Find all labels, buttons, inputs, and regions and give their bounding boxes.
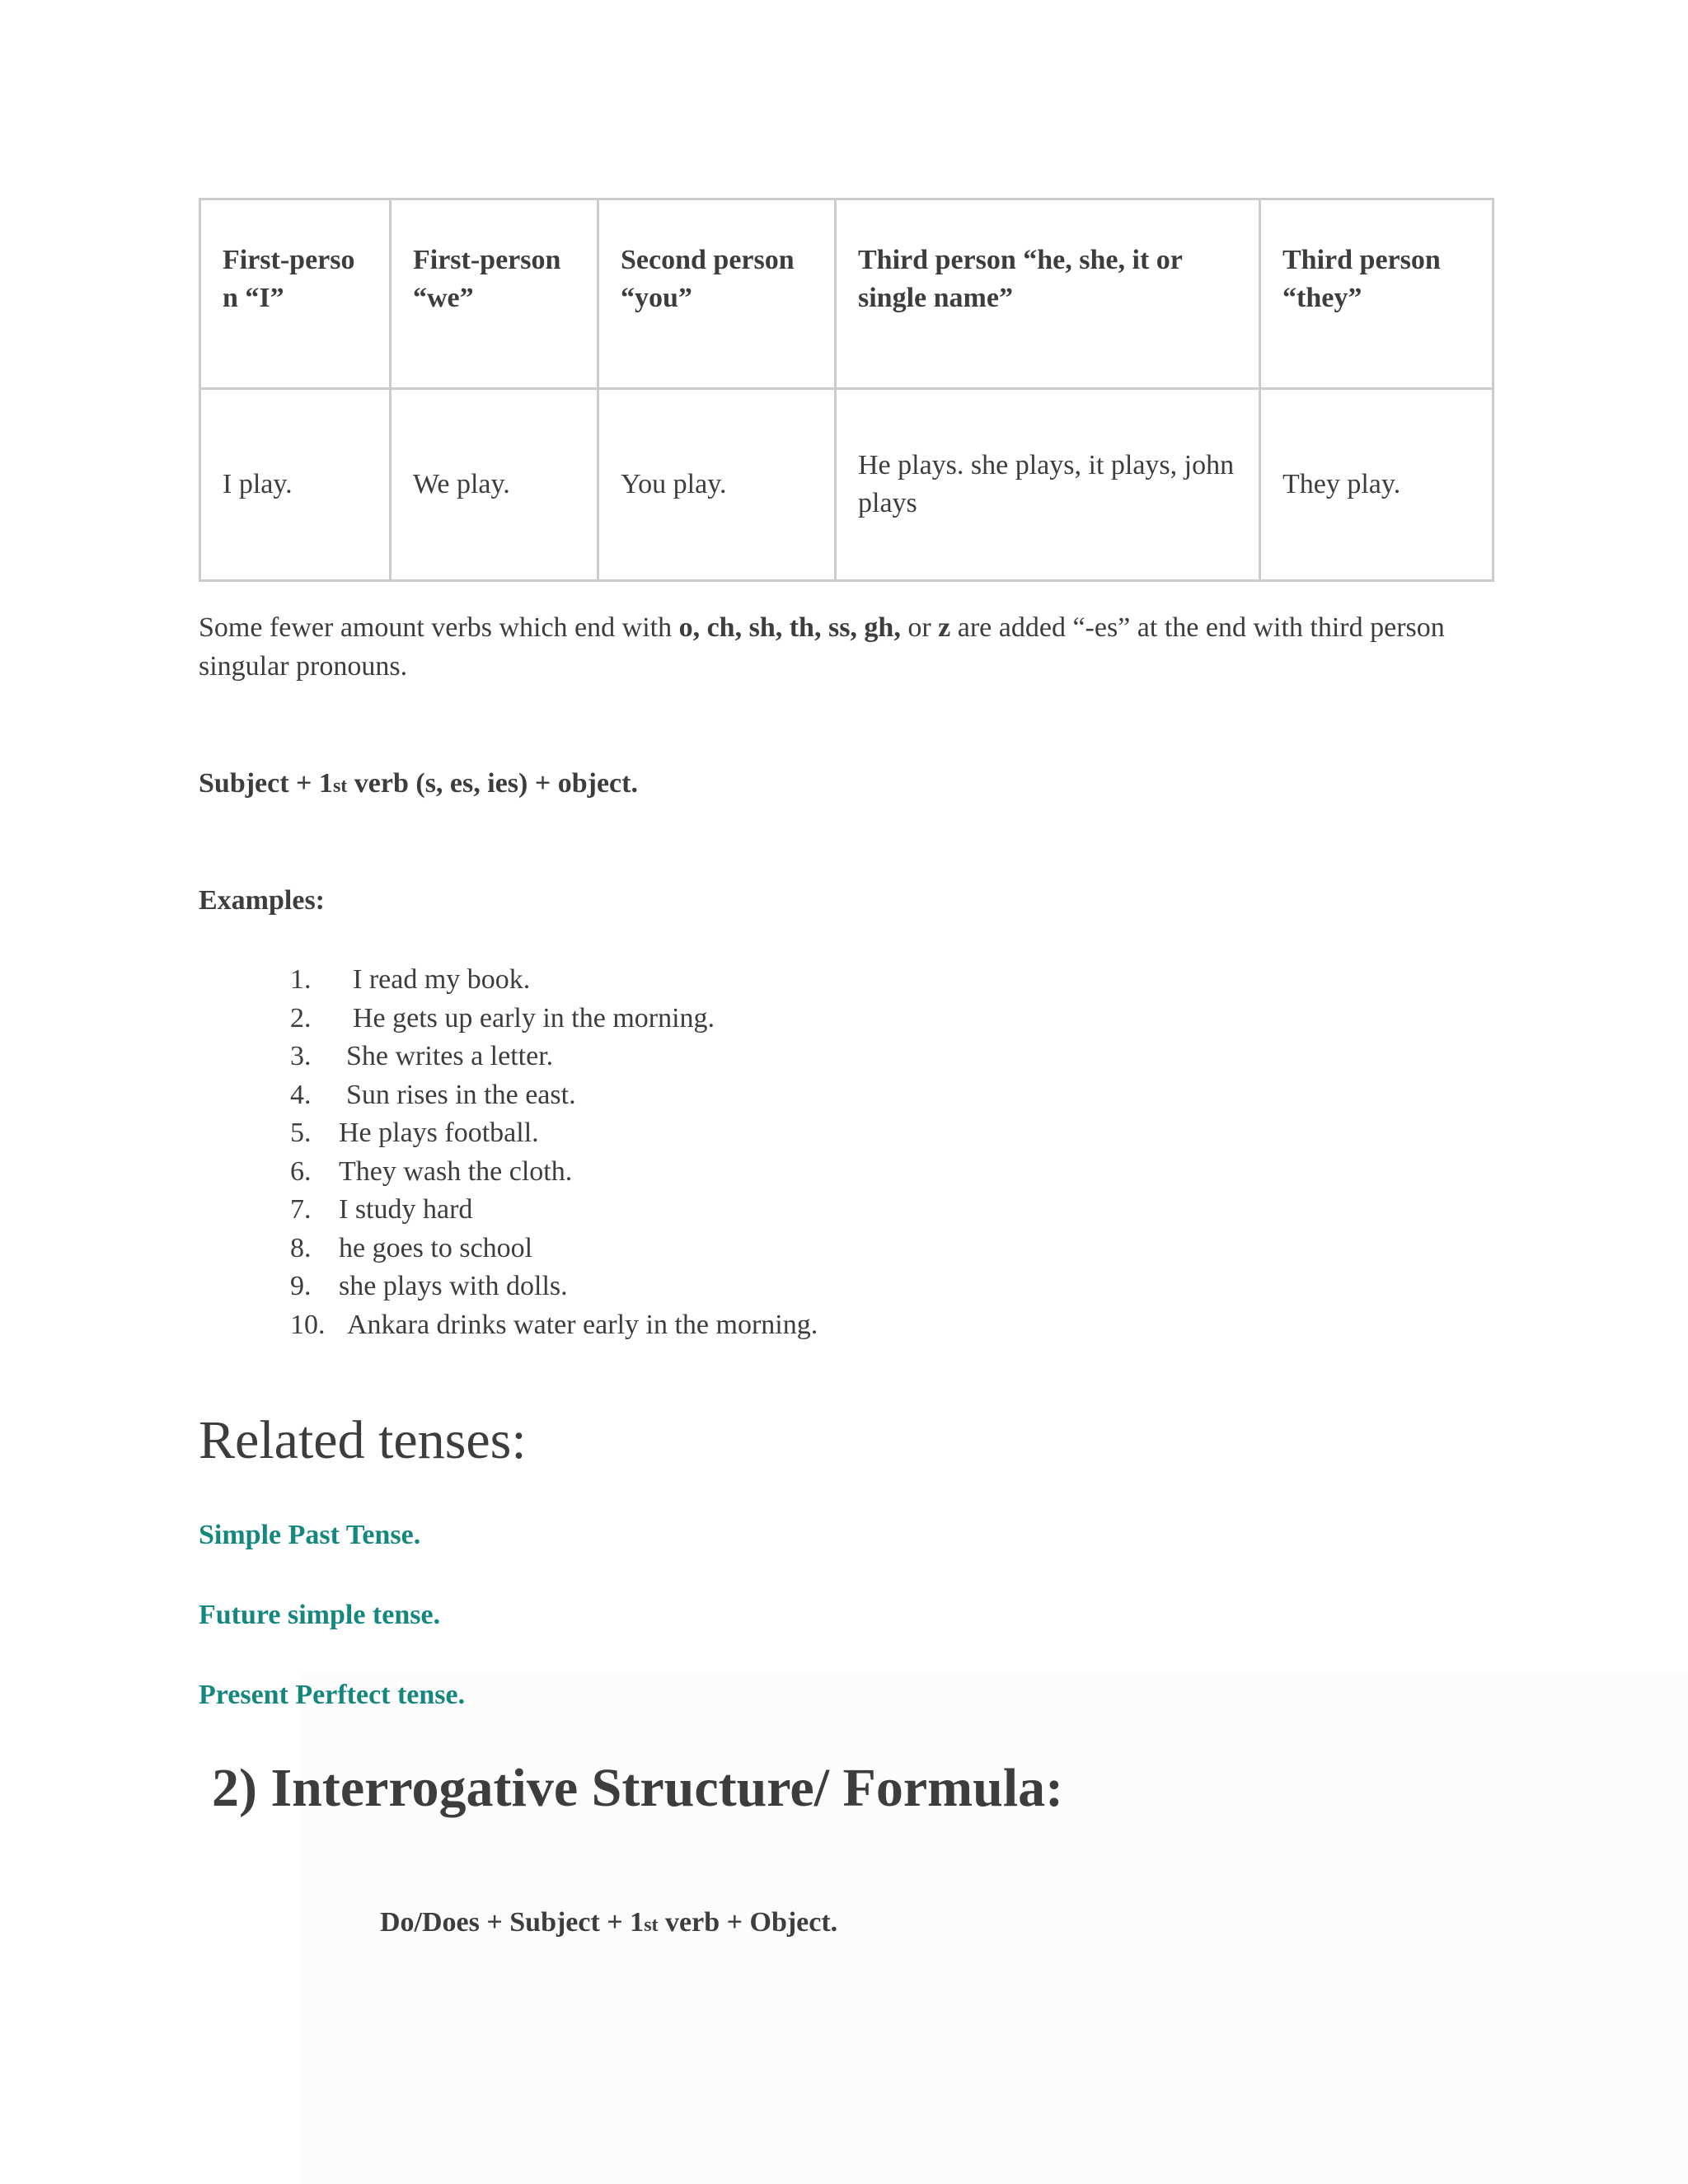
list-number: 4.: [290, 1079, 312, 1110]
link-present-perfect-tense[interactable]: Present Perftect tense.: [199, 1680, 466, 1710]
list-number: 3.: [290, 1041, 312, 1071]
table-header-cell: Third person “he, she, it or single name”: [836, 199, 1260, 389]
paragraph-text: or: [900, 612, 939, 643]
affirmative-formula: [199, 765, 638, 805]
formula-text: Subject + 1: [199, 768, 333, 799]
table-cell: They play.: [1260, 389, 1493, 581]
list-number: 9.: [290, 1271, 312, 1301]
paragraph-bold-z: z: [938, 612, 951, 643]
table-cell: You play.: [598, 389, 836, 581]
list-text: She writes a letter.: [346, 1041, 554, 1071]
list-text: Ankara drinks water early in the morning.: [347, 1309, 818, 1340]
table-header-cell: First-perso n “I”: [200, 199, 391, 389]
list-number: 10.: [290, 1309, 326, 1340]
list-text: she plays with dolls.: [339, 1271, 568, 1301]
paragraph-bold-endings: o, ch, sh, th, ss, gh,: [678, 612, 901, 643]
table-header-cell: Second person “you”: [598, 199, 836, 389]
list-text: I study hard: [339, 1194, 473, 1225]
link-simple-past-tense[interactable]: Simple Past Tense.: [199, 1520, 421, 1550]
list-number: 5.: [290, 1118, 312, 1148]
formula-ordinal: st: [644, 1915, 659, 1936]
table-cell: We play.: [391, 389, 598, 581]
table-header-cell: Third person “they”: [1260, 199, 1493, 389]
examples-label: Examples:: [199, 885, 325, 916]
pronoun-conjugation-table: [199, 198, 1494, 582]
paragraph-text: Some fewer amount verbs which end with: [199, 612, 679, 643]
list-text: He plays football.: [339, 1118, 539, 1148]
link-future-simple-tense[interactable]: Future simple tense.: [199, 1600, 441, 1630]
list-number: 8.: [290, 1232, 312, 1263]
paragraph-text: are added “-es” at the end with third person singular pronouns.: [199, 612, 1445, 682]
formula-text: verb (s, es, ies) + object.: [347, 768, 638, 799]
related-tenses-heading: Related tenses:: [199, 1410, 527, 1470]
formula-ordinal: st: [332, 776, 348, 797]
formula-text: verb + Object.: [658, 1907, 838, 1938]
table-header-row: [200, 199, 1493, 389]
interrogative-formula: [380, 1904, 837, 1944]
table-cell: I play.: [200, 389, 391, 581]
table-header-cell: First-person “we”: [391, 199, 598, 389]
table-cell: He plays. she plays, it plays, john plays: [836, 389, 1260, 581]
es-rule-paragraph: [199, 608, 1484, 686]
list-text: He gets up early in the morning.: [353, 1002, 715, 1033]
table-row: [200, 389, 1493, 581]
list-number: 2.: [290, 1002, 312, 1033]
list-number: 6.: [290, 1155, 312, 1187]
list-text: he goes to school: [339, 1232, 533, 1263]
list-text: Sun rises in the east.: [346, 1079, 576, 1110]
list-text: They wash the cloth.: [339, 1155, 573, 1187]
formula-text: Do/Does + Subject + 1: [380, 1907, 645, 1938]
list-number: 7.: [290, 1194, 312, 1225]
list-text: I read my book.: [353, 964, 531, 995]
interrogative-heading: 2) Interrogative Structure/ Formula:: [212, 1758, 1064, 1818]
list-number: 1.: [290, 964, 312, 995]
